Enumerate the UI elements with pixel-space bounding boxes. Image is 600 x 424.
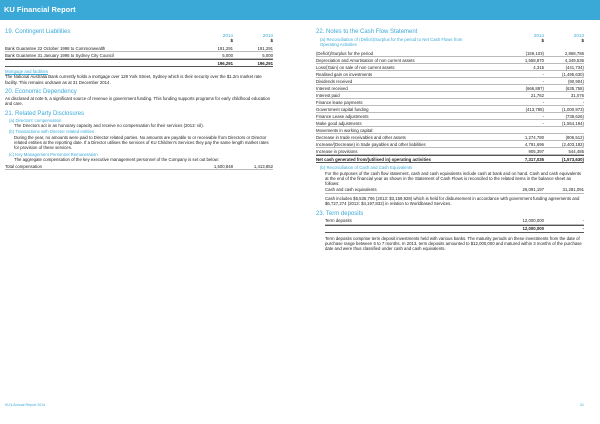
currency-2014: $ xyxy=(230,38,233,43)
table-row: Movements in working capital: xyxy=(316,127,584,134)
year-2014: 2014 xyxy=(222,33,233,38)
table-row: Dividends received - (90,904) xyxy=(316,78,584,84)
cash-note: Cash includes $5,535,706 (2013: $3,159,928) which is held for disbursement in accordance with government funding agreements and $6,727,274 (2013: $4,197,832) in relation to Worldbased Services. xyxy=(325,195,580,207)
mortgage-heading: Mortgage and facilities xyxy=(5,69,48,74)
table-row: Bank Guarantee 31 January 1995 to Sydney City Council 5,000 5,000 xyxy=(5,52,273,58)
notes-a-heading: (a) Reconciliation of (Deficit)/Surplus for the period to Net Cash Flows from Operating Activities xyxy=(320,37,463,48)
cash-flow-total-row: Net cash generated from/(utilised in) operating activities 7,317,035 (1,573,630) xyxy=(316,156,584,162)
table-row: Make good adjustments - (1,554,194) xyxy=(316,120,584,126)
table-row: Finance lease payments - - xyxy=(316,99,584,105)
right-column xyxy=(316,29,584,252)
year-2013: 2013 xyxy=(573,33,584,38)
compensation-row: Total compensation 1,500,848 1,413,852 xyxy=(5,163,273,169)
table-row: Interest paid 21,762 31,076 xyxy=(316,92,584,98)
term-heading: 23. Term deposits xyxy=(316,210,364,217)
table-row: Loss/(Gain) on sale of non current assets 4,315 (441,734) xyxy=(316,64,584,70)
mortgage-text: The National Australia Bank currently holds a mortgage over 129 York Street, Sydney which is their security over the $1.2m market rate facility. This remains undrawn as at 31 December 2014. xyxy=(5,74,262,85)
currency-2014: $ xyxy=(541,38,544,43)
table-row: Decrease in trade receivables and other assets 1,274,780 (806,512) xyxy=(316,134,584,140)
related-a-text: The Directors act in an honorary capacity and receive no compensation for their services (2013: nil). xyxy=(14,123,204,129)
left-column xyxy=(5,29,273,170)
notes-currency xyxy=(504,38,584,43)
year-2013: 2013 xyxy=(262,33,273,38)
table-row: (Deficit)/Surplus for the period (159,103) 2,868,786 xyxy=(316,50,584,56)
footer-left: KU's Annual Report 2014 xyxy=(5,403,46,407)
term-text: Term deposits comprise term deposit investments held with various banks. The maturity periods on these investments from the date of purchase range between 6 to 7 months. In 2013, term deposits amounted to $12,000,000 and matured within 3 months of the purchase date and were thus classified under cash and cash equivalents. xyxy=(325,235,582,252)
notes-heading: 22. Notes to the Cash Flow Statement xyxy=(316,29,418,35)
contingent-heading: 19. Contingent Liabilities xyxy=(5,29,71,35)
related-a-heading: (a) Directors' compensation xyxy=(9,117,62,123)
table-row: Realised gain on investments - (1,495,630) xyxy=(316,71,584,77)
year-2014: 2014 xyxy=(533,33,544,38)
related-heading: 21. Related Party Disclosures xyxy=(5,110,85,117)
notes-b-heading: (b) Reconciliation of Cash and Cash Equivalents xyxy=(320,165,413,171)
table-row: Government capital funding (413,785) (1,000,973) xyxy=(316,106,584,112)
economic-heading: 20. Economic Dependency xyxy=(5,89,77,96)
table-row: Increase in provisions 905,397 544,485 xyxy=(316,148,584,154)
table-row: Interest received (666,897) (635,758) xyxy=(316,85,584,91)
term-total-row: 12,000,000 - xyxy=(325,225,584,233)
table-row: Finance Lease adjustments - (738,626) xyxy=(316,113,584,119)
table-row: Depreciation and Amortisation of non current assets 1,558,870 4,349,536 xyxy=(316,57,584,63)
table-row: Increase/(Decrease) in trade payables and other liabilities 4,791,696 (2,403,182) xyxy=(316,141,584,147)
related-b-text: During the year, no amounts were paid to Director related parties. No amounts are payable to or receivable from Directors or Director related entities at the reporting date. If a Director utilises the services of KU Children's Services they pay the same length market rates for provision of these services. xyxy=(14,134,269,151)
economic-text: As disclosed at note 5, a significant source of revenue is government funding. This funding supports programs for early childhood education and care. xyxy=(5,96,271,107)
currency-2013: $ xyxy=(270,38,273,43)
header-bar xyxy=(0,0,600,20)
cash-flow-table xyxy=(316,50,584,155)
related-c-heading: (c) Key Management Personnel Remuneration xyxy=(9,151,98,157)
term-row: Term deposits 12,000,000 - xyxy=(325,218,584,224)
related-c-text: The aggregate compensation of the key executive management personnel of the Company is set out below: xyxy=(14,157,219,163)
related-b-heading: (b) Transactions with Director related entities xyxy=(9,129,95,135)
report-title: KU Financial Report xyxy=(4,5,76,14)
contingent-total-row: 196,291 196,291 xyxy=(5,59,273,67)
contingent-currency xyxy=(193,38,273,43)
cash-row: Cash and cash equivalents 26,091,197 31,281,091 xyxy=(325,187,584,193)
page-number: 31 xyxy=(580,403,584,407)
currency-2013: $ xyxy=(581,38,584,43)
table-row: Bank Guarantee 22 October 1998 to Commonwealth 191,291 191,291 xyxy=(5,45,273,51)
notes-b-text: For the purposes of the cash flow statement, cash and cash equivalents include cash at bank and on hand. Cash and cash equivalents at the end of the financial year as shown in the Statement of Cash Flows is reconciled to the related items in the balance sheet as follows: xyxy=(325,170,582,187)
